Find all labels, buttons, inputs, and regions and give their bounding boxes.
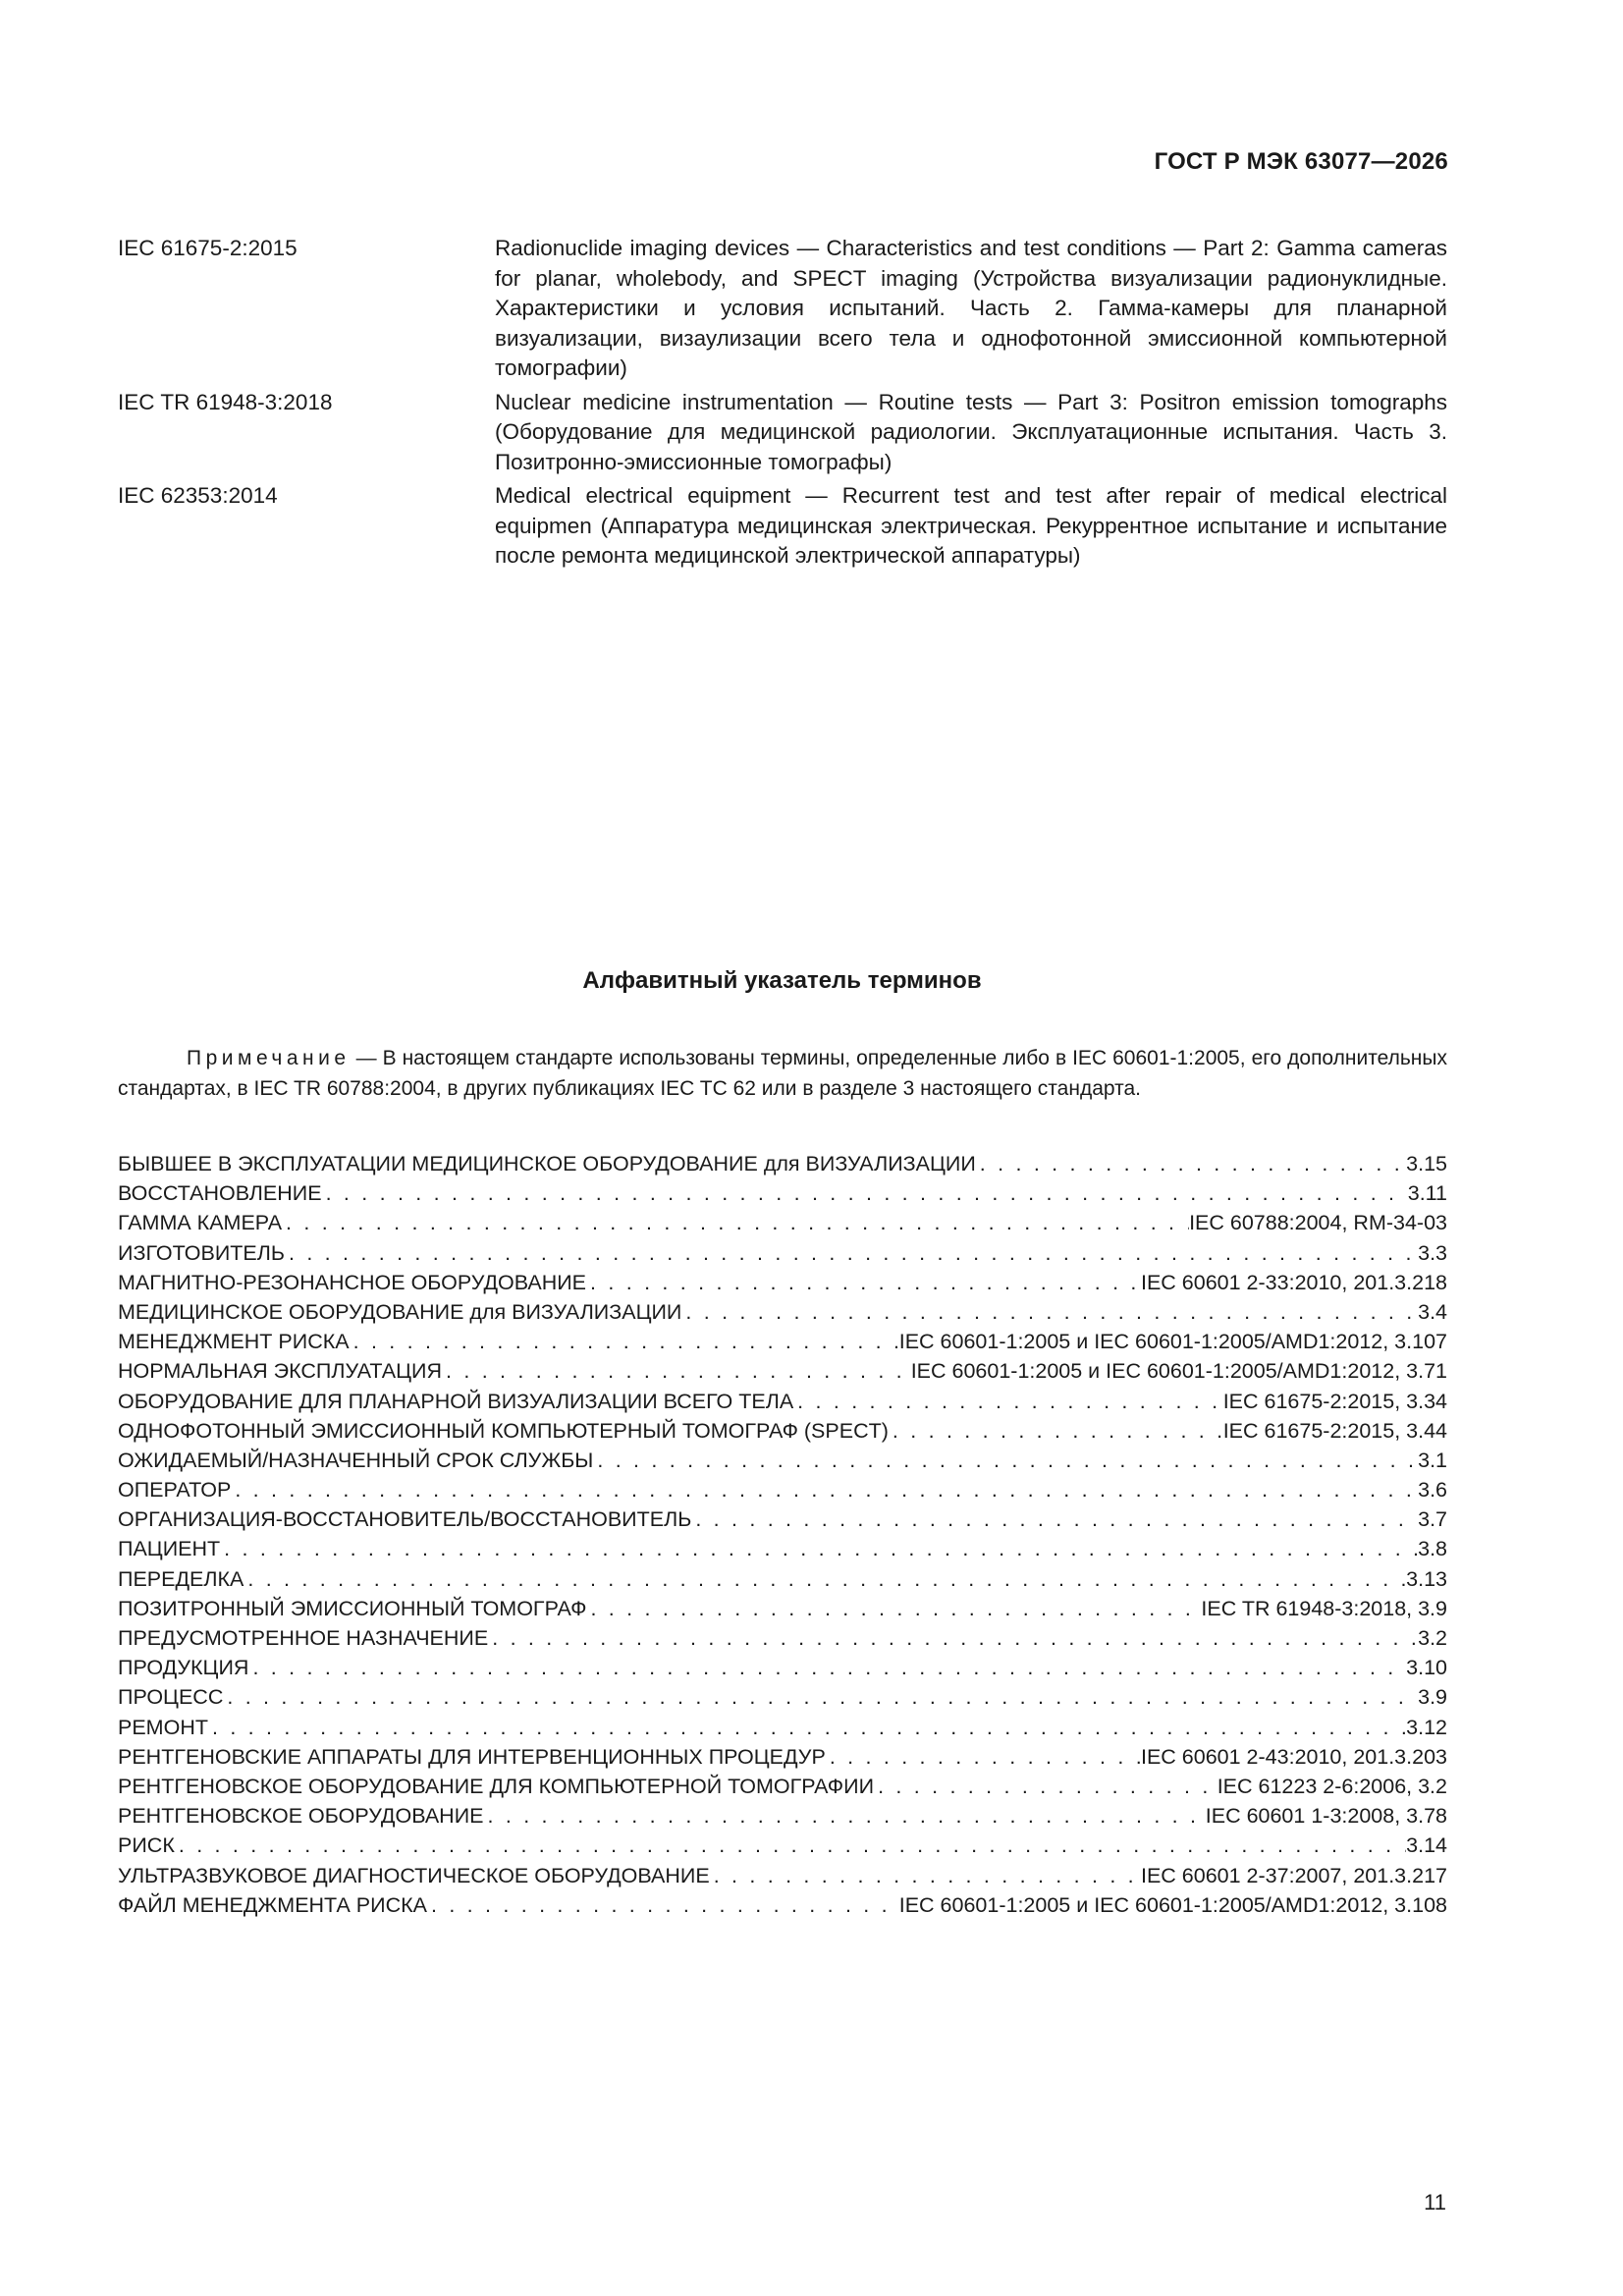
index-entry (118, 1178, 1447, 1208)
note-label: Примечание (187, 1047, 351, 1069)
leader-dots (175, 1831, 1406, 1860)
index-entry (118, 1594, 1447, 1623)
leader-dots (710, 1861, 1141, 1890)
index-entry (118, 1387, 1447, 1416)
leader-dots (350, 1327, 899, 1356)
index-reference: 3.9 (1418, 1685, 1447, 1710)
index-term: РЕМОНТ (118, 1715, 208, 1739)
leader-dots (889, 1416, 1223, 1446)
index-reference: 3.14 (1406, 1833, 1447, 1858)
leader-dots (681, 1297, 1418, 1327)
index-reference: IEC 60788:2004, RM-34-03 (1189, 1211, 1447, 1235)
index-reference: 3.8 (1418, 1537, 1447, 1561)
normative-references (118, 234, 1447, 575)
page-number: 11 (1424, 2190, 1446, 2214)
reference-row (118, 234, 1447, 384)
index-term: МЕДИЦИНСКОЕ ОБОРУДОВАНИЕ для ВИЗУАЛИЗАЦИИ (118, 1299, 682, 1324)
index-note (118, 1044, 1447, 1104)
index-term: РЕНТГЕНОВСКИЕ АППАРАТЫ ДЛЯ ИНТЕРВЕНЦИОННЫХ ПРОЦЕДУР (118, 1744, 826, 1769)
index-reference: 3.13 (1406, 1566, 1447, 1591)
reference-description: Nuclear medicine instrumentation — Routine tests — Part 3: Positron emission tomographs (Оборудование для медицинской радиологии. Эксплуатационные испытания. Часть 3. Позитронно-эмиссионные томографы) (495, 389, 1447, 474)
reference-code: IEC 61675-2:2015 (118, 236, 298, 260)
index-term: РИСК (118, 1833, 175, 1858)
index-reference: 3.12 (1406, 1715, 1447, 1739)
reference-code: IEC 62353:2014 (118, 483, 278, 508)
index-entry (118, 1831, 1447, 1860)
document-code-header: ГОСТ Р МЭК 63077—2026 (1154, 148, 1448, 175)
index-entry (118, 1742, 1447, 1772)
leader-dots (826, 1742, 1141, 1772)
index-entry (118, 1149, 1447, 1178)
index-term: ГАММА КАМЕРА (118, 1211, 283, 1235)
index-term: МЕНЕДЖМЕНТ РИСКА (118, 1330, 350, 1354)
index-reference: 3.7 (1418, 1507, 1447, 1532)
index-reference: IEC 61675-2:2015, 3.34 (1222, 1389, 1447, 1413)
leader-dots (488, 1623, 1418, 1653)
index-entry (118, 1682, 1447, 1712)
leader-dots (874, 1772, 1217, 1801)
reference-row (118, 481, 1447, 572)
index-term: ОЖИДАЕМЫЙ/НАЗНАЧЕННЫЙ СРОК СЛУЖБЫ (118, 1448, 594, 1472)
index-reference: IEC 60601 2-33:2010, 201.3.218 (1140, 1270, 1447, 1294)
index-entry (118, 1504, 1447, 1534)
index-reference: IEC 60601-1:2005 и IEC 60601-1:2005/AMD1:2012, 3.107 (898, 1330, 1447, 1354)
index-entry (118, 1713, 1447, 1742)
index-reference: IEC 60601 2-37:2007, 201.3.217 (1140, 1863, 1447, 1887)
index-reference: IEC TR 61948-3:2018, 3.9 (1201, 1596, 1447, 1620)
leader-dots (586, 1594, 1201, 1623)
index-reference: 3.11 (1407, 1181, 1447, 1206)
index-term: ПЕРЕДЕЛКА (118, 1566, 244, 1591)
index-entry (118, 1564, 1447, 1594)
index-term: БЫВШЕЕ В ЭКСПЛУАТАЦИИ МЕДИЦИНСКОЕ ОБОРУДОВАНИЕ для ВИЗУАЛИЗАЦИИ (118, 1152, 976, 1175)
index-entry (118, 1208, 1447, 1237)
index-reference: IEC 60601 1-3:2008, 3.78 (1205, 1804, 1447, 1829)
index-entry (118, 1772, 1447, 1801)
leader-dots (248, 1653, 1406, 1682)
index-entry (118, 1356, 1447, 1386)
index-term: ВОССТАНОВЛЕНИЕ (118, 1181, 322, 1206)
reference-code: IEC TR 61948-3:2018 (118, 389, 333, 414)
index-reference: 3.10 (1406, 1656, 1447, 1680)
index-entry (118, 1653, 1447, 1682)
terms-index (118, 1149, 1447, 1920)
index-reference: 3.6 (1418, 1478, 1447, 1503)
index-title: Алфавитный указатель терминов (582, 967, 982, 994)
index-term: НОРМАЛЬНАЯ ЭКСПЛУАТАЦИЯ (118, 1359, 443, 1384)
index-reference: IEC 60601-1:2005 и IEC 60601-1:2005/AMD1:2012, 3.71 (910, 1359, 1447, 1384)
leader-dots (322, 1178, 1408, 1208)
note-text: — В настоящем стандарте использованы термины, определенные либо в IEC 60601-1:2005, его дополнительных стандартах, в IEC TR 60788:2004, в других публикациях IEC TC 62 или в разделе 3 настоящего стандарта. (118, 1047, 1447, 1100)
reference-description: Medical electrical equipment — Recurrent test and test after repair of medical electrical equipmen (Аппаратура медицинская электрическая. Рекуррентное испытание и испытание после ремонта медицинской электрической аппаратуры) (495, 483, 1447, 568)
leader-dots (282, 1208, 1189, 1237)
index-term: УЛЬТРАЗВУКОВОЕ ДИАГНОСТИЧЕСКОЕ ОБОРУДОВАНИЕ (118, 1863, 710, 1887)
index-entry (118, 1238, 1447, 1268)
index-entry (118, 1801, 1447, 1831)
index-entry (118, 1268, 1447, 1297)
index-entry (118, 1623, 1447, 1653)
index-term: ОДНОФОТОННЫЙ ЭМИССИОННЫЙ КОМПЬЮТЕРНЫЙ ТОМОГРАФ (SPECT) (118, 1418, 889, 1443)
leader-dots (793, 1387, 1223, 1416)
leader-dots (243, 1564, 1406, 1594)
index-term: ПРОДУКЦИЯ (118, 1656, 249, 1680)
leader-dots (442, 1356, 911, 1386)
index-entry (118, 1475, 1447, 1504)
index-term: ПАЦИЕНТ (118, 1537, 221, 1561)
index-entry (118, 1446, 1447, 1475)
leader-dots (231, 1475, 1418, 1504)
leader-dots (976, 1149, 1406, 1178)
leader-dots (427, 1890, 899, 1920)
index-entry (118, 1861, 1447, 1890)
index-term: РЕНТГЕНОВСКОЕ ОБОРУДОВАНИЕ (118, 1804, 484, 1829)
index-reference: IEC 60601-1:2005 и IEC 60601-1:2005/AMD1:2012, 3.108 (898, 1892, 1447, 1917)
index-entry (118, 1327, 1447, 1356)
index-entry (118, 1890, 1447, 1920)
leader-dots (484, 1801, 1206, 1831)
index-term: ПОЗИТРОННЫЙ ЭМИССИОННЫЙ ТОМОГРАФ (118, 1596, 587, 1620)
index-entry (118, 1416, 1447, 1446)
index-reference: 3.15 (1406, 1152, 1447, 1175)
leader-dots (208, 1713, 1406, 1742)
index-reference: 3.3 (1418, 1240, 1447, 1265)
index-entry (118, 1297, 1447, 1327)
index-term: ОПЕРАТОР (118, 1478, 232, 1503)
reference-description: Radionuclide imaging devices — Characteristics and test conditions — Part 2: Gamma cameras for planar, wholebody, and SPECT imaging (Устройства визуализации радионуклидные. Характеристики и условия испытаний. Часть 2. Гамма-камеры для планарной визуализации, визаулизации всего тела и однофотонной эмиссионной компьютерной томографии) (495, 236, 1447, 380)
leader-dots (285, 1238, 1418, 1268)
leader-dots (220, 1534, 1418, 1563)
index-term: ПРОЦЕСС (118, 1685, 224, 1710)
leader-dots (691, 1504, 1418, 1534)
index-entry (118, 1534, 1447, 1563)
index-term: ИЗГОТОВИТЕЛЬ (118, 1240, 285, 1265)
index-term: ПРЕДУСМОТРЕННОЕ НАЗНАЧЕНИЕ (118, 1626, 489, 1650)
index-term: ОРГАНИЗАЦИЯ-ВОССТАНОВИТЕЛЬ/ВОССТАНОВИТЕЛЬ (118, 1507, 692, 1532)
index-term: МАГНИТНО-РЕЗОНАНСНОЕ ОБОРУДОВАНИЕ (118, 1270, 587, 1294)
leader-dots (593, 1446, 1418, 1475)
index-reference: IEC 61223 2-6:2006, 3.2 (1217, 1774, 1447, 1798)
leader-dots (223, 1682, 1418, 1712)
index-reference: 3.4 (1418, 1299, 1447, 1324)
index-reference: 3.2 (1418, 1626, 1447, 1650)
index-term: ОБОРУДОВАНИЕ ДЛЯ ПЛАНАРНОЙ ВИЗУАЛИЗАЦИИ ВСЕГО ТЕЛА (118, 1389, 794, 1413)
index-reference: 3.1 (1418, 1448, 1447, 1472)
index-term: РЕНТГЕНОВСКОЕ ОБОРУДОВАНИЕ ДЛЯ КОМПЬЮТЕРНОЙ ТОМОГРАФИИ (118, 1774, 875, 1798)
leader-dots (586, 1268, 1141, 1297)
index-term: ФАЙЛ МЕНЕДЖМЕНТА РИСКА (118, 1892, 427, 1917)
reference-row (118, 388, 1447, 478)
index-reference: IEC 61675-2:2015, 3.44 (1222, 1418, 1447, 1443)
index-reference: IEC 60601 2-43:2010, 201.3.203 (1140, 1744, 1447, 1769)
